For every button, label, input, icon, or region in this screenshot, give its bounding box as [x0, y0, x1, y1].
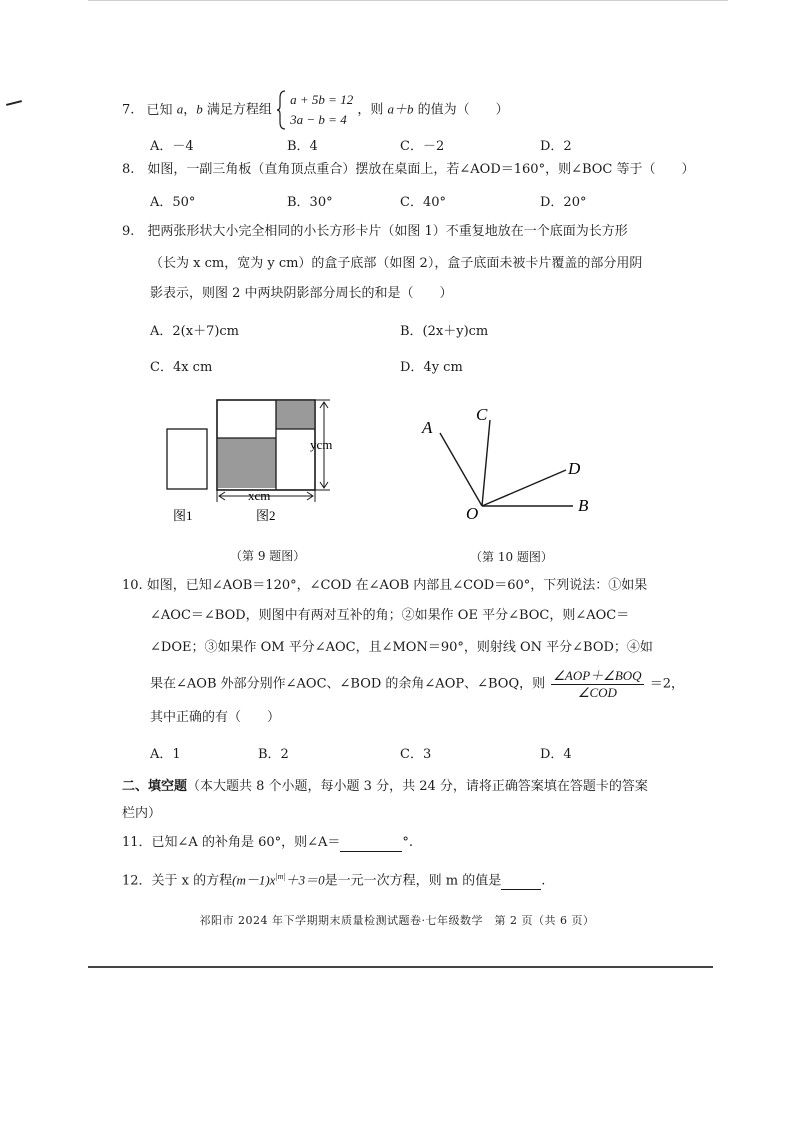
q10-fraction-denominator: ∠COD [577, 684, 617, 700]
q12-equation: (m－1)x [232, 872, 276, 888]
equation-2: 3a − b = 4 [290, 112, 347, 127]
shaded-region-bottom [218, 438, 276, 488]
q10-line-4-end: ＝2， [649, 676, 684, 692]
q7-comma: ， [183, 102, 197, 118]
ray-OD [482, 470, 566, 506]
section-title: 二、填空题 [122, 779, 188, 794]
ray-OA [440, 433, 482, 506]
q9-option-c: C．4x cm [150, 360, 213, 375]
q9-option-d: D．4y cm [400, 360, 463, 375]
question-10-line-2: ∠AOC＝∠BOD，则图中有两对互补的角；②如果作 OE 平分∠BOC，则∠AOC＝ [150, 608, 630, 623]
question-7 [122, 90, 509, 130]
q12-exponent: |m| [275, 872, 286, 881]
q11-answer-blank [340, 835, 402, 852]
q12-text-end: . [541, 873, 546, 889]
equation-1: a + 5b = 12 [290, 92, 354, 107]
question-12 [122, 872, 545, 890]
question-10-line-1: 10. 如图，已知∠AOB＝120°，∠COD 在∠AOB 内部且∠COD＝60°，下列说法：①如果 [122, 578, 648, 593]
q10-option-a: A．1 [150, 747, 181, 762]
figure-9 [150, 392, 370, 532]
question-10-line-4 [150, 668, 684, 700]
q7-number: 7. [122, 102, 135, 118]
q7-text-b: 满足方程组 [206, 102, 272, 118]
page-bottom-edge [88, 966, 713, 968]
q12-answer-blank [501, 873, 541, 890]
q7-option-d: D．2 [540, 139, 572, 154]
caption-figure-10: （第 10 题图） [470, 550, 553, 564]
page-footer: 祁阳市 2024 年下学期期末质量检测试题卷·七年级数学 第 2 页（共 6 页） [199, 914, 595, 927]
scan-mark [6, 100, 22, 106]
q10-line-4-text: 果在∠AOB 外部分别作∠AOC、∠BOD 的余角∠AOP、∠BOQ，则 [150, 676, 546, 692]
question-8: 8. 如图，一副三角板（直角顶点重合）摆放在桌面上，若∠AOD＝160°，则∠BOC 等于（ ） [122, 162, 695, 177]
section-description: （本大题共 8 个小题，每小题 3 分，共 24 分，请将正确答案填在答题卡的答案 [187, 779, 648, 794]
q10-option-b: B．2 [258, 747, 289, 762]
section-fill-in [122, 775, 648, 794]
equation-brace [276, 90, 286, 130]
question-11 [122, 835, 413, 852]
q11-text: 11．已知∠A 的补角是 60°，则∠A＝ [122, 835, 341, 850]
point-O: O [466, 504, 479, 523]
q7-expr: a＋b [387, 101, 414, 117]
q12-text: 12．关于 x 的方程 [122, 873, 233, 889]
figure-10 [410, 395, 610, 525]
equation-system [290, 90, 353, 130]
shaded-region-top [276, 401, 314, 429]
question-10-line-3: ∠DOE；③如果作 OM 平分∠AOC，且∠MON＝90°，则射线 ON 平分∠BOD；④如 [150, 640, 653, 655]
q7-text-a: 已知 [146, 102, 173, 118]
ray-OC [482, 420, 490, 506]
point-B: B [578, 496, 589, 515]
q9-option-b: B．(2x＋y)cm [400, 324, 489, 339]
q7-text-d: 的值为（ ） [417, 102, 509, 118]
q7-option-b: B．4 [287, 139, 318, 154]
q7-text-c: ，则 [357, 102, 384, 118]
section-description-2: 栏内） [122, 806, 162, 821]
q10-fraction-numerator: ∠AOP＋∠BOQ [553, 668, 642, 683]
label-fig2: 图2 [256, 508, 276, 523]
q7-var-b: b [196, 101, 203, 117]
question-9-line-3: 影表示，则图 2 中两块阴影部分周长的和是（ ） [150, 286, 453, 301]
q10-fraction [551, 668, 643, 700]
question-10-line-5: 其中正确的有（ ） [150, 710, 281, 725]
q8-option-b: B．30° [287, 195, 333, 210]
q11-text-end: °. [402, 835, 414, 850]
label-ycm: ycm [310, 437, 333, 452]
q7-option-c: C．－2 [400, 139, 445, 154]
q12-equation-end: ＋3＝0 [285, 872, 325, 888]
question-9-line-2: （长为 x cm，宽为 y cm）的盒子底部（如图 2），盒子底面未被卡片覆盖的部分用阴 [150, 256, 643, 271]
q10-option-c: C．3 [400, 747, 432, 762]
point-D: D [568, 459, 581, 478]
small-card-rect [167, 429, 207, 489]
q7-var-a: a [176, 101, 184, 117]
point-A: A [422, 418, 433, 437]
question-9-line-1: 9. 把两张形状大小完全相同的小长方形卡片（如图 1）不重复地放在一个底面为长方形 [122, 224, 628, 239]
q7-option-a: A．－4 [150, 139, 194, 154]
point-C: C [476, 405, 488, 424]
caption-figure-9: （第 9 题图） [230, 549, 306, 563]
label-fig1: 图1 [173, 508, 193, 523]
q8-option-a: A．50° [150, 195, 196, 210]
q9-option-a: A．2(x＋7)cm [150, 324, 240, 339]
q8-option-c: C．40° [400, 195, 446, 210]
label-xcm: xcm [248, 488, 271, 503]
q12-text-mid: 是一元一次方程，则 m 的值是 [324, 873, 502, 889]
page-edge [88, 0, 728, 1]
q8-option-d: D．20° [540, 195, 587, 210]
q10-option-d: D．4 [540, 747, 572, 762]
